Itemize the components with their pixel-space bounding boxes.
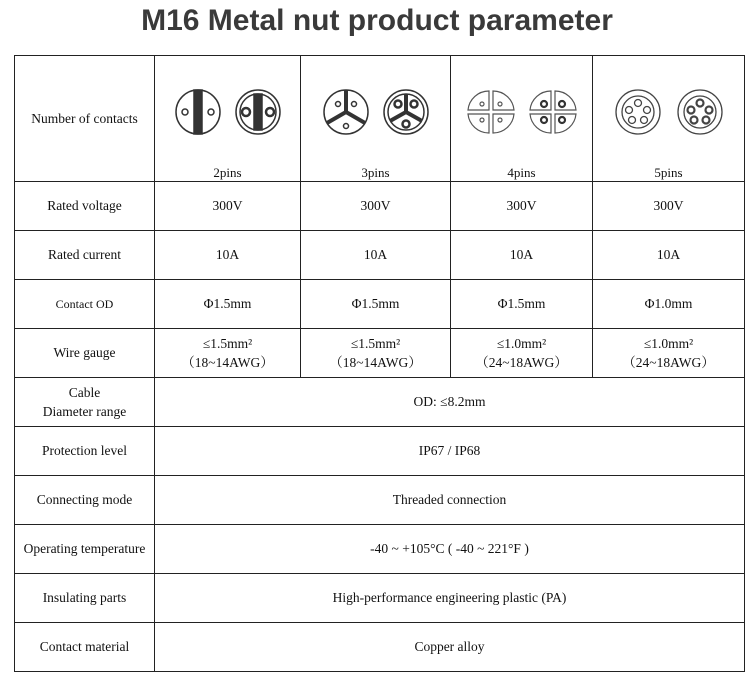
row-label-line1: Cable: [68, 385, 101, 400]
value-cell: Φ1.5mm: [301, 280, 451, 329]
row-label: Wire gauge: [15, 329, 155, 378]
row-cable-diameter: [15, 378, 745, 427]
contacts-cell-3pins: [301, 56, 451, 182]
pin-count-label: 3pins: [361, 165, 390, 180]
row-protection-level: [15, 427, 745, 476]
connector-5pin-icon: [607, 86, 731, 138]
value-cell: 300V: [301, 182, 451, 231]
value-cell: 10A: [155, 231, 301, 280]
row-contact-material: [15, 623, 745, 672]
wire-awg: （18~14AWG）: [181, 355, 274, 370]
wire-awg: （18~14AWG）: [329, 355, 422, 370]
value-cell: Φ1.5mm: [155, 280, 301, 329]
parameter-table: [14, 55, 745, 672]
wire-size: ≤1.0mm²: [496, 336, 547, 351]
row-operating-temperature: [15, 525, 745, 574]
pin-count-label: 2pins: [213, 165, 242, 180]
pin-count-label: 5pins: [654, 165, 683, 180]
connector-3pin-icon: [316, 86, 436, 138]
row-wire-gauge: [15, 329, 745, 378]
value-cell: 300V: [155, 182, 301, 231]
contacts-cell-5pins: [593, 56, 745, 182]
value-cell: OD: ≤8.2mm: [155, 378, 745, 427]
wire-size: ≤1.5mm²: [202, 336, 253, 351]
page-title: M16 Metal nut product parameter: [141, 4, 613, 37]
row-contact-od: [15, 280, 745, 329]
row-label-line2: Diameter range: [42, 404, 127, 419]
value-cell: -40 ~ +105°C ( -40 ~ 221°F ): [155, 525, 745, 574]
row-label: [15, 378, 155, 427]
row-label: Contact OD: [15, 280, 155, 329]
row-label: Rated voltage: [15, 182, 155, 231]
row-rated-current: [15, 231, 745, 280]
value-cell: 300V: [593, 182, 745, 231]
row-label: Number of contacts: [15, 56, 155, 182]
contacts-cell-4pins: [451, 56, 593, 182]
pin-count-label: 4pins: [507, 165, 536, 180]
row-connecting-mode: [15, 476, 745, 525]
wire-awg: （24~18AWG）: [622, 355, 715, 370]
row-number-of-contacts: [15, 56, 745, 182]
value-cell: Copper alloy: [155, 623, 745, 672]
wire-awg: （24~18AWG）: [475, 355, 568, 370]
row-rated-voltage: [15, 182, 745, 231]
row-label: Operating temperature: [15, 525, 155, 574]
value-cell: IP67 / IP68: [155, 427, 745, 476]
value-cell: Φ1.5mm: [451, 280, 593, 329]
value-cell: Φ1.0mm: [593, 280, 745, 329]
wire-size: ≤1.0mm²: [643, 336, 694, 351]
value-cell: Threaded connection: [155, 476, 745, 525]
value-cell: [451, 329, 593, 378]
value-cell: [593, 329, 745, 378]
contacts-cell-2pins: [155, 56, 301, 182]
value-cell: 10A: [593, 231, 745, 280]
value-cell: [155, 329, 301, 378]
value-cell: 10A: [301, 231, 451, 280]
row-label: Protection level: [15, 427, 155, 476]
row-label: Connecting mode: [15, 476, 155, 525]
row-insulating-parts: [15, 574, 745, 623]
value-cell: High-performance engineering plastic (PA): [155, 574, 745, 623]
value-cell: 300V: [451, 182, 593, 231]
value-cell: [301, 329, 451, 378]
row-label: Insulating parts: [15, 574, 155, 623]
value-cell: 10A: [451, 231, 593, 280]
row-label: Rated current: [15, 231, 155, 280]
row-label: Contact material: [15, 623, 155, 672]
connector-4pin-icon: [460, 86, 584, 138]
connector-2pin-icon: [168, 86, 288, 138]
wire-size: ≤1.5mm²: [350, 336, 401, 351]
